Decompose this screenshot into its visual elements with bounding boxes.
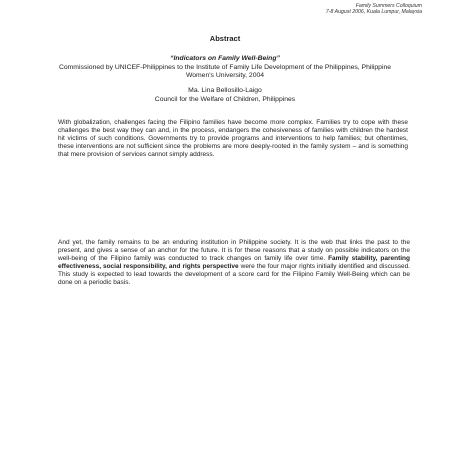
- project-title: “Indicators on Family Well-Being”: [170, 55, 280, 62]
- author-name: Ma. Lina Bellosillo-Laigo: [188, 87, 262, 94]
- conference-date-location: 7-8 August 2006, Kuala Lumpur, Malaysia: [325, 9, 422, 15]
- header-meta: [212, 3, 422, 15]
- commission-block: [58, 55, 392, 81]
- abstract-title: Abstract: [209, 34, 241, 43]
- commission-text: Commissioned by UNICEF-Philippines to the Institute of Family Life Development of the Philippines, Philippine Women's University, 2004: [58, 63, 392, 79]
- abstract-paragraph-1: With globalization, challenges facing the Filipino families have become more complex. Families try to cope with these challenges the best way they can and, in the process, endangers the cohesiveness of families with children the hardest hit victims of such conditions. Governments try to provide programs and interventions to help families; but oftentimes, these interventions are not sufficient since the problems are more deeply-rooted in the family system – and is something that mere provision of services cannot simply address.: [58, 119, 408, 158]
- paragraph-2-part-2: were the four major rights initially identified and discussed. This study is expected to lead towards the development of a score card for the Filipino Family Well-Being which can be done on a periodic basis.: [58, 263, 410, 286]
- paragraph-2-part-1: And yet, the family remains to be an enduring institution in Philippine society. It is the web that links the past to the present, and gives a sense of an anchor for the future. It is for these reasons that a study on possible indicators on the well-being of the Filipino family was conducted to track changes on family life over time.: [58, 239, 410, 262]
- conference-name: Family Summers Colloquium: [355, 3, 422, 9]
- abstract-paragraph-2: [58, 239, 410, 287]
- author-affiliation: Council for the Welfare of Children, Philippines: [154, 95, 296, 103]
- paragraph-2-bold-text: Family stability, parenting effectiveness, social responsibility, and rights perspective: [58, 255, 411, 270]
- author-block: [58, 87, 392, 104]
